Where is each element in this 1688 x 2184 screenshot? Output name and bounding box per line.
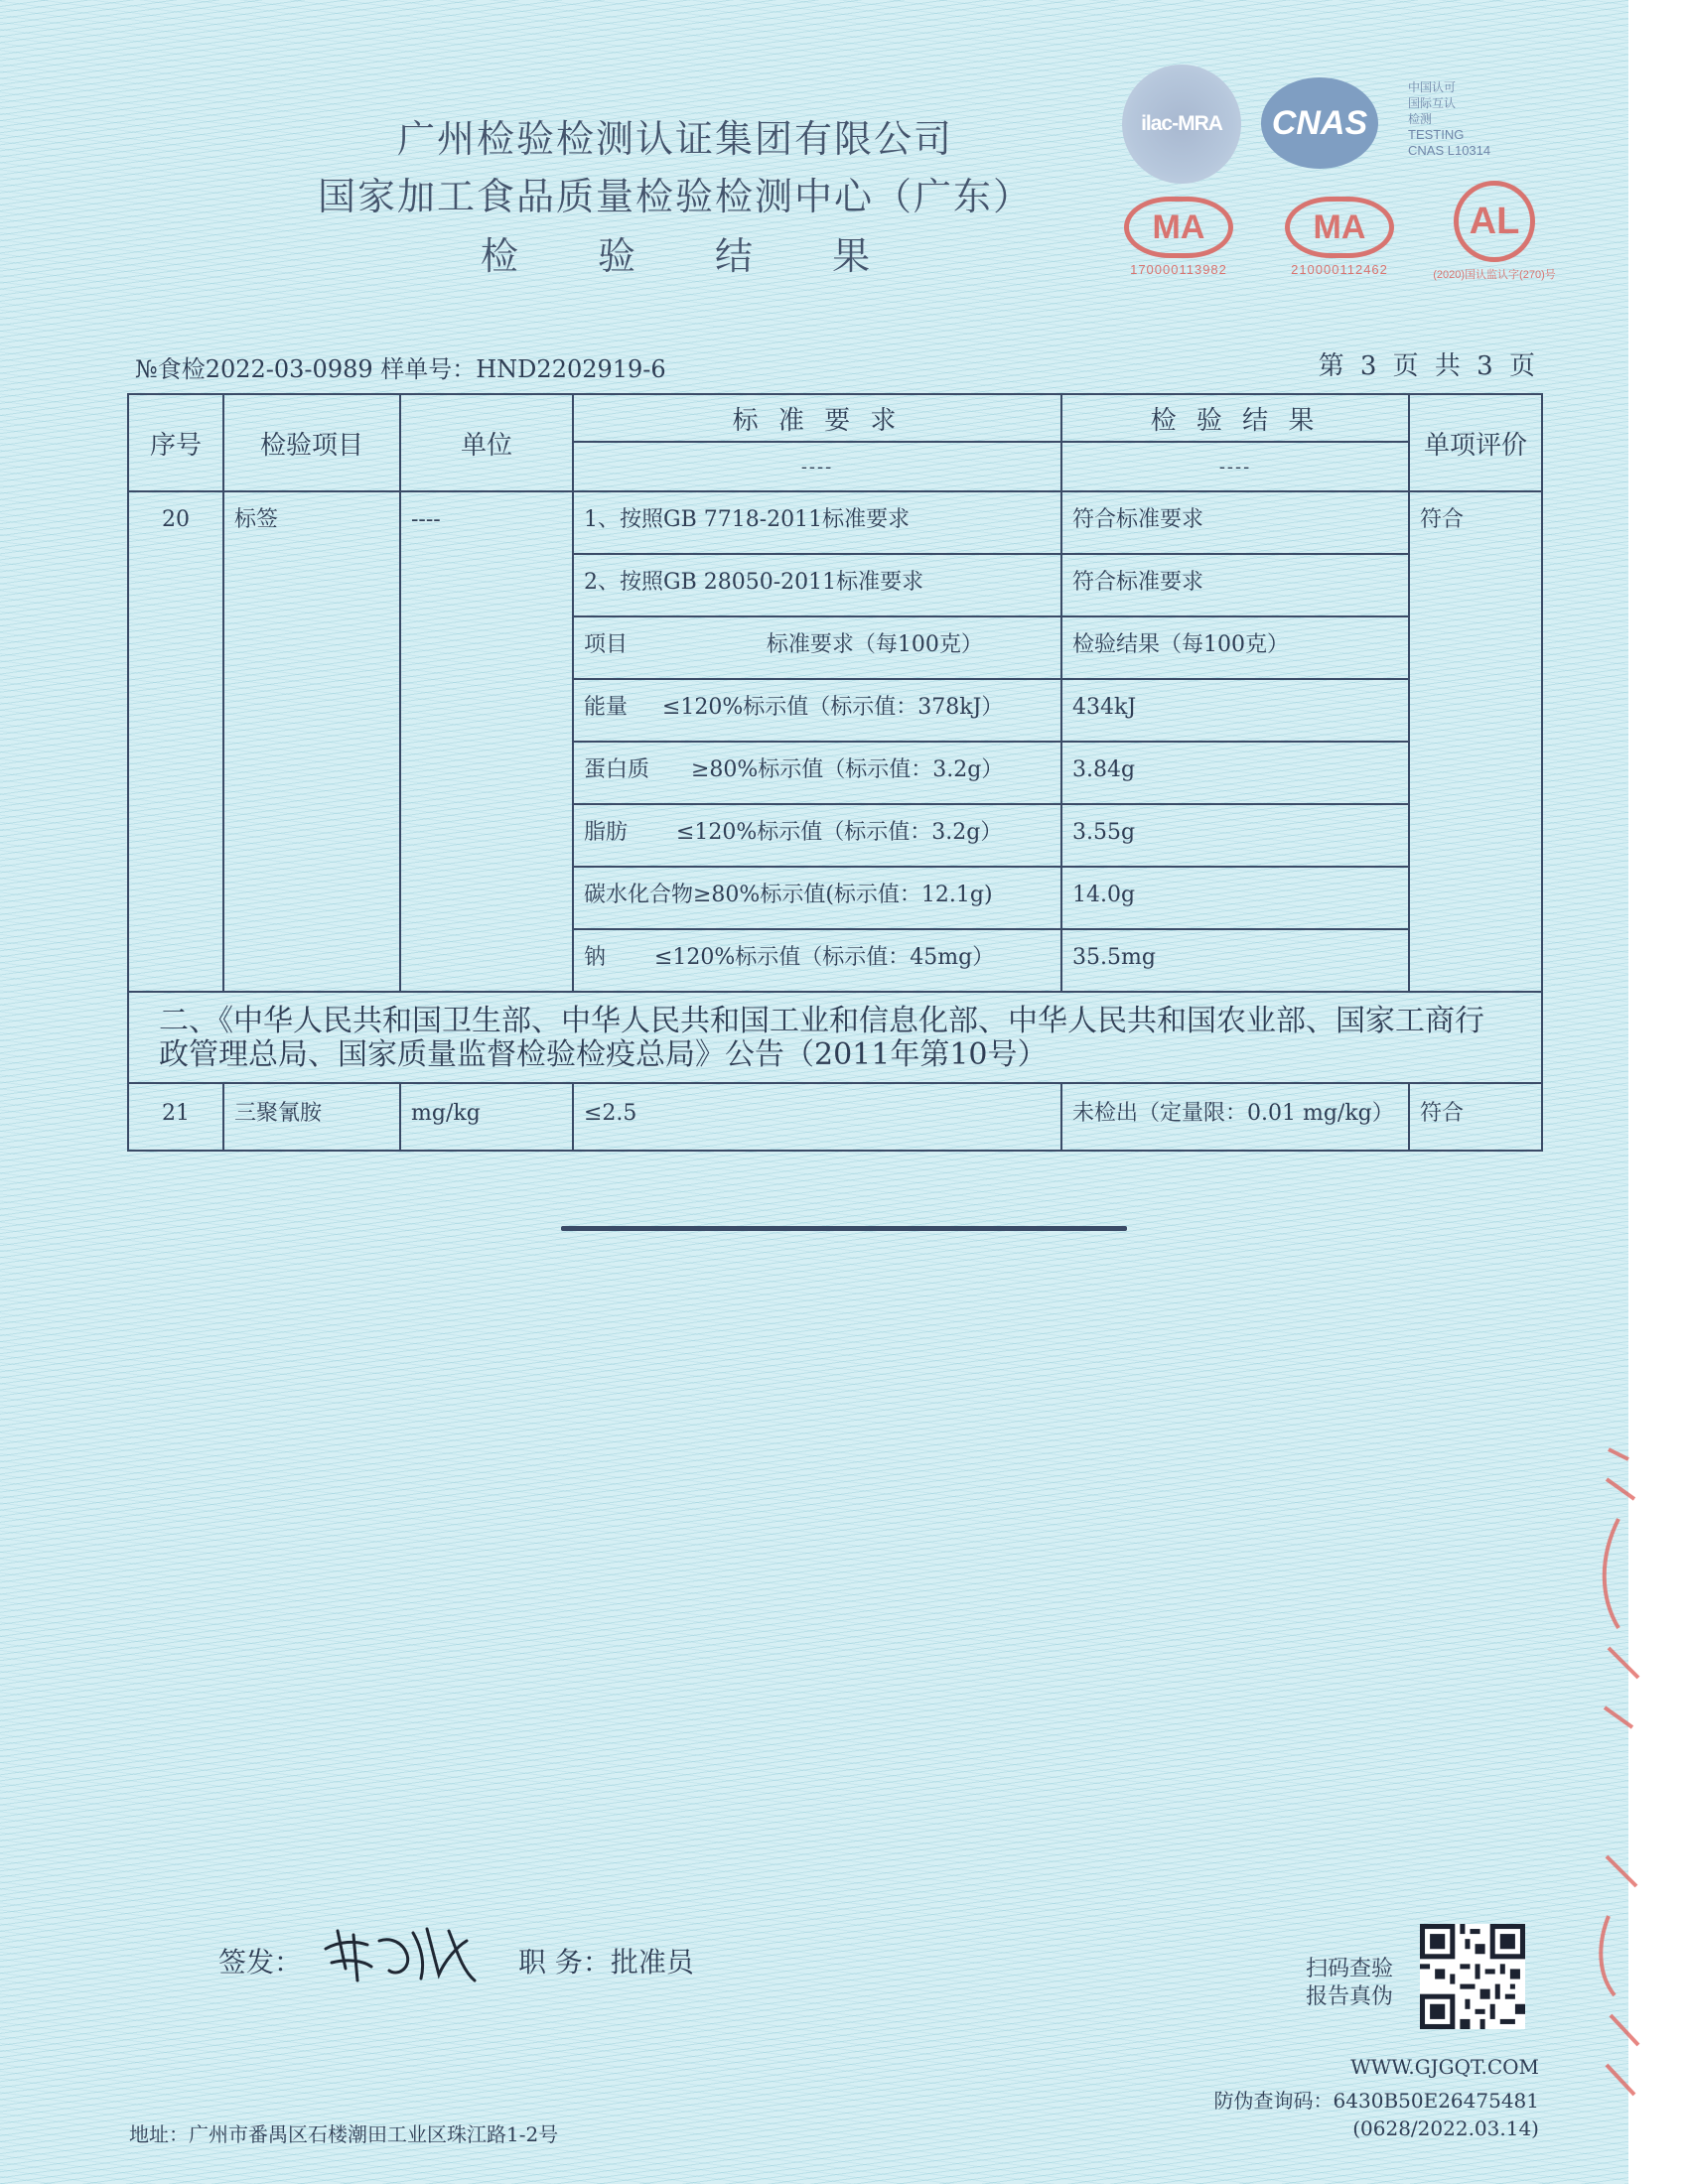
cma-logo: MA <box>1285 197 1394 258</box>
ilac-mra-logo <box>1122 65 1241 184</box>
std-cell: 2、按照GB 28050-2011标准要求 <box>573 554 1061 616</box>
row21-item: 三聚氰胺 <box>223 1083 400 1151</box>
cma-number: 170000113982 <box>1130 262 1227 277</box>
std-cell: 蛋白质 ≥80%标示值（标示值：3.2g） <box>573 742 1061 804</box>
scan-verify-caption <box>1306 1956 1393 2011</box>
cal-number: (2020)国认监认字(270)号 <box>1433 269 1556 281</box>
header-dash: ---- <box>573 442 1061 491</box>
header-result: 检 验 结 果 <box>1061 394 1409 442</box>
row21-standard: ≤2.5 <box>573 1083 1061 1151</box>
red-seal-fragment <box>1589 1439 1648 1748</box>
std-cell: 碳水化合物≥80%标示值(标示值：12.1g) <box>573 867 1061 929</box>
row20-unit: ---- <box>400 491 573 992</box>
ilac-text: ilac-MRA <box>1141 112 1222 135</box>
scan-line: 报告真伪 <box>1306 1984 1394 2009</box>
document-code: (0628/2022.03.14) <box>1352 2116 1539 2140</box>
scan-line: 扫码查验 <box>1306 1957 1394 1981</box>
result-cell: 3.55g <box>1061 804 1409 867</box>
cnas-text: CNAS <box>1271 103 1368 142</box>
cnas-caption-line: 检测 <box>1408 112 1433 126</box>
row20-verdict: 符合 <box>1409 491 1542 992</box>
header-verdict: 单项评价 <box>1409 394 1542 491</box>
cnas-logo <box>1261 77 1378 169</box>
row20-item: 标签 <box>223 491 400 992</box>
cnas-caption-line: TESTING <box>1408 127 1465 142</box>
header-standard: 标 准 要 求 <box>573 394 1061 442</box>
handwritten-signature <box>318 1911 487 1994</box>
signature-graphic <box>318 1911 487 1990</box>
anti-counterfeit-code: 防伪查询码：6430B50E26475481 <box>1213 2089 1539 2113</box>
address: 地址：广州市番禺区石楼潮田工业区珠江路1-2号 <box>129 2122 559 2146</box>
std-cell: 钠 ≤120%标示值（标示值：45mg） <box>573 929 1061 992</box>
header-item: 检验项目 <box>223 394 400 491</box>
qr-code-icon[interactable] <box>1420 1924 1525 2029</box>
qr-graphic <box>1420 1924 1525 2029</box>
title-block <box>228 111 1122 286</box>
table-row <box>128 1083 1542 1151</box>
row21-result: 未检出（定量限：0.01 mg/kg） <box>1061 1083 1409 1151</box>
cnas-caption-line: CNAS L10314 <box>1408 143 1491 158</box>
cal-logo: AL <box>1454 181 1535 262</box>
cnas-caption-line: 国际互认 <box>1408 96 1457 110</box>
row21-unit: mg/kg <box>400 1083 573 1151</box>
row21-seq: 21 <box>128 1083 223 1151</box>
result-cell: 14.0g <box>1061 867 1409 929</box>
cal-mark <box>1430 181 1559 282</box>
cma-logo: MA <box>1124 197 1233 258</box>
end-of-table-rule <box>561 1226 1127 1231</box>
std-cell: 1、按照GB 7718-2011标准要求 <box>573 491 1061 554</box>
org-name: 广州检验检测认证集团有限公司 <box>396 117 953 161</box>
result-cell: 434kJ <box>1061 679 1409 742</box>
table-row <box>128 491 1542 554</box>
center-name: 国家加工食品质量检验检测中心（广东） <box>317 175 1033 218</box>
result-cell: 检验结果（每100克） <box>1061 616 1409 679</box>
red-seal-fragment <box>1589 1846 1648 2116</box>
seal-fragment-graphic <box>1589 1846 1648 2105</box>
header-dash: ---- <box>1061 442 1409 491</box>
section-heading-row <box>128 992 1542 1083</box>
std-cell: 项目 标准要求（每100克） <box>573 616 1061 679</box>
cma-mark-1 <box>1120 197 1237 277</box>
sign-label: 签发： <box>218 1946 303 1979</box>
results-table <box>127 393 1541 1152</box>
result-cell: 符合标准要求 <box>1061 491 1409 554</box>
row21-verdict: 符合 <box>1409 1083 1542 1151</box>
header-unit: 单位 <box>400 394 573 491</box>
seal-fragment-graphic <box>1589 1439 1648 1737</box>
report-number: №食检2022-03-0989 样单号：HND2202919-6 <box>135 355 666 383</box>
result-cell: 3.84g <box>1061 742 1409 804</box>
row20-seq: 20 <box>128 491 223 992</box>
std-cell: 脂肪 ≤120%标示值（标示值：3.2g） <box>573 804 1061 867</box>
section-2-heading: 二、《中华人民共和国卫生部、中华人民共和国工业和信息化部、中华人民共和国农业部、国家工商行政管理总局、国家质量监督检验检疫总局》公告（2011年第10号） <box>128 992 1542 1083</box>
std-cell: 能量 ≤120%标示值（标示值：378kJ） <box>573 679 1061 742</box>
position-title: 职 务：批准员 <box>518 1946 694 1979</box>
cma-mark-2 <box>1281 197 1398 277</box>
result-cell: 符合标准要求 <box>1061 554 1409 616</box>
cma-number: 210000112462 <box>1291 262 1388 277</box>
page-indicator: 第 3 页 共 3 页 <box>1318 351 1539 381</box>
result-cell: 35.5mg <box>1061 929 1409 992</box>
header-seq: 序号 <box>128 394 223 491</box>
cnas-caption <box>1408 79 1537 159</box>
website-text: WWW.GJGQT.COM <box>1350 2055 1539 2079</box>
cnas-caption-line: 中国认可 <box>1408 80 1457 94</box>
doc-title: 检 验 结 果 <box>480 234 905 278</box>
